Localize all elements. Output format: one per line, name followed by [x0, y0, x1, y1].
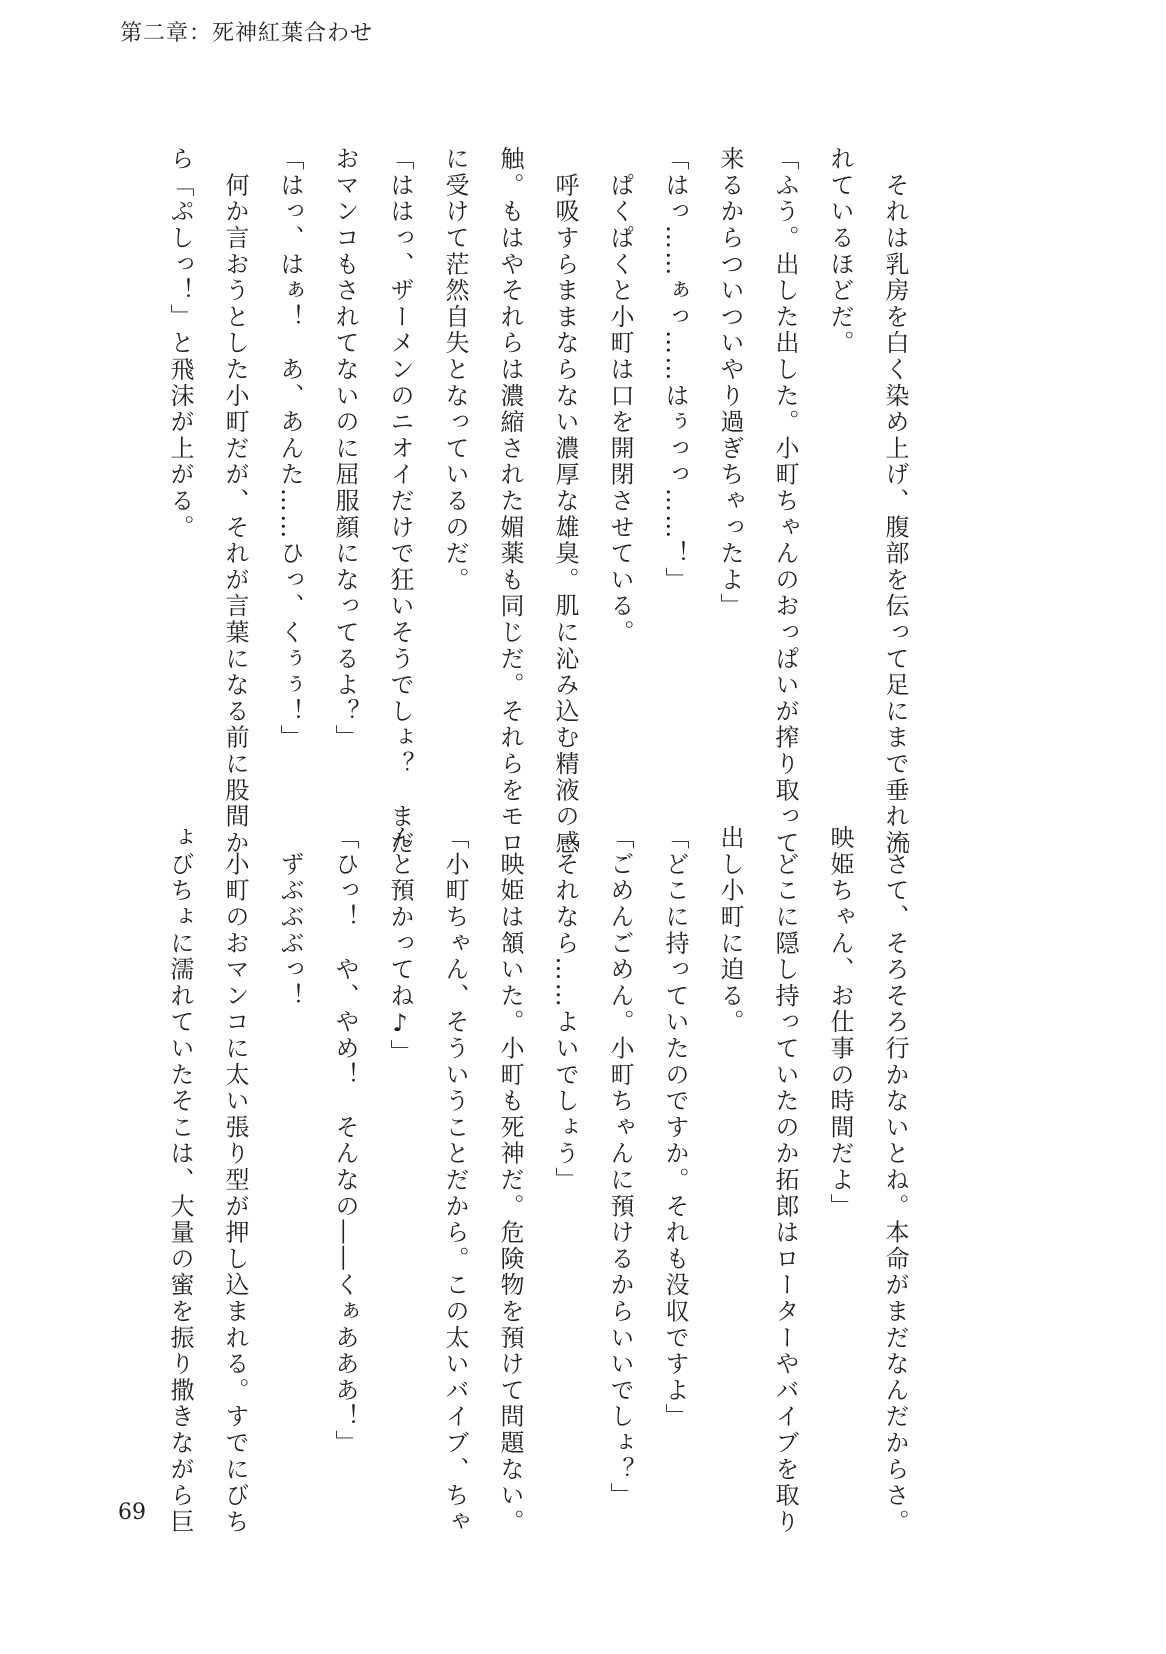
text-column: どこに隠し持っていたのか拓郎はローターやバイブを取り	[771, 825, 799, 1536]
text-block-lower	[152, 825, 922, 1536]
page-number: 69	[118, 1500, 146, 1525]
text-column: 「それなら……よいでしょう」	[551, 825, 579, 1194]
text-column: 「ひっ！ や、やめ！ そんなの――くぁあああ！」	[331, 825, 359, 1457]
text-column: 呼吸すらままならない濃厚な雄臭。肌に沁み込む精液の感	[551, 146, 579, 857]
text-column: 「小町ちゃん、そういうことだから。この太いバイブ、ちゃ	[441, 825, 469, 1536]
text-column: 「ふう。出した出した。小町ちゃんのおっぱいが搾り取って	[771, 146, 799, 857]
text-column: 映姫は頷いた。小町も死神だ。危険物を預けて問題ない。	[496, 825, 524, 1536]
text-column: 「ははっ、ザーメンのニオイだけで狂いそうでしょ？ まだ	[386, 146, 414, 857]
text-column: 小町のおマンコに太い張り型が押し込まれる。すでにびち	[221, 825, 249, 1536]
text-column: 「ごめんごめん。小町ちゃんに預けるからいいでしょ？」	[606, 825, 634, 1509]
text-column: に受けて茫然自失となっているのだ。	[441, 146, 469, 594]
text-column: ら「ぷしっ！」と飛沫が上がる。	[166, 146, 194, 541]
text-block-upper	[152, 146, 922, 857]
text-column: ぱくぱくと小町は口を開閉させている。	[606, 146, 634, 646]
text-column: それは乳房を白く染め上げ、腹部を伝って足にまで垂れ流	[881, 146, 909, 857]
text-column: 「どこに持っていたのですか。それも没収ですよ」	[661, 825, 689, 1430]
text-column: ょびちょに濡れていたそこは、大量の蜜を振り撒きながら巨	[166, 825, 194, 1536]
text-column: れているほどだ。	[826, 146, 854, 357]
text-column: 「はっ……ぁっ……はぅっっ……！」	[661, 146, 689, 594]
text-column: 「はっ、はぁ！ あ、あんた……ひっ、くぅぅ！」	[276, 146, 304, 751]
text-column: 「さて、そろそろ行かないとね。本命がまだなんだからさ。	[881, 825, 909, 1536]
text-column: 出し小町に迫る。	[716, 825, 744, 1036]
text-column: ずぶぶぶっ！	[276, 825, 304, 1010]
running-header: 第二章：死神紅葉合わせ	[120, 21, 374, 46]
text-column: んと預かってね♪」	[386, 825, 414, 1066]
text-column: 映姫ちゃん、お仕事の時間だよ」	[826, 825, 854, 1220]
text-column: 触。もはやそれらは濃縮された媚薬も同じだ。それらをモロ	[496, 146, 524, 857]
text-column: 何か言おうとした小町だが、それが言葉になる前に股間か	[221, 146, 249, 857]
text-column: おマンコもされてないのに屈服顔になってるよ？」	[331, 146, 359, 751]
text-column: 来るからついついやり過ぎちゃったよ」	[716, 146, 744, 620]
